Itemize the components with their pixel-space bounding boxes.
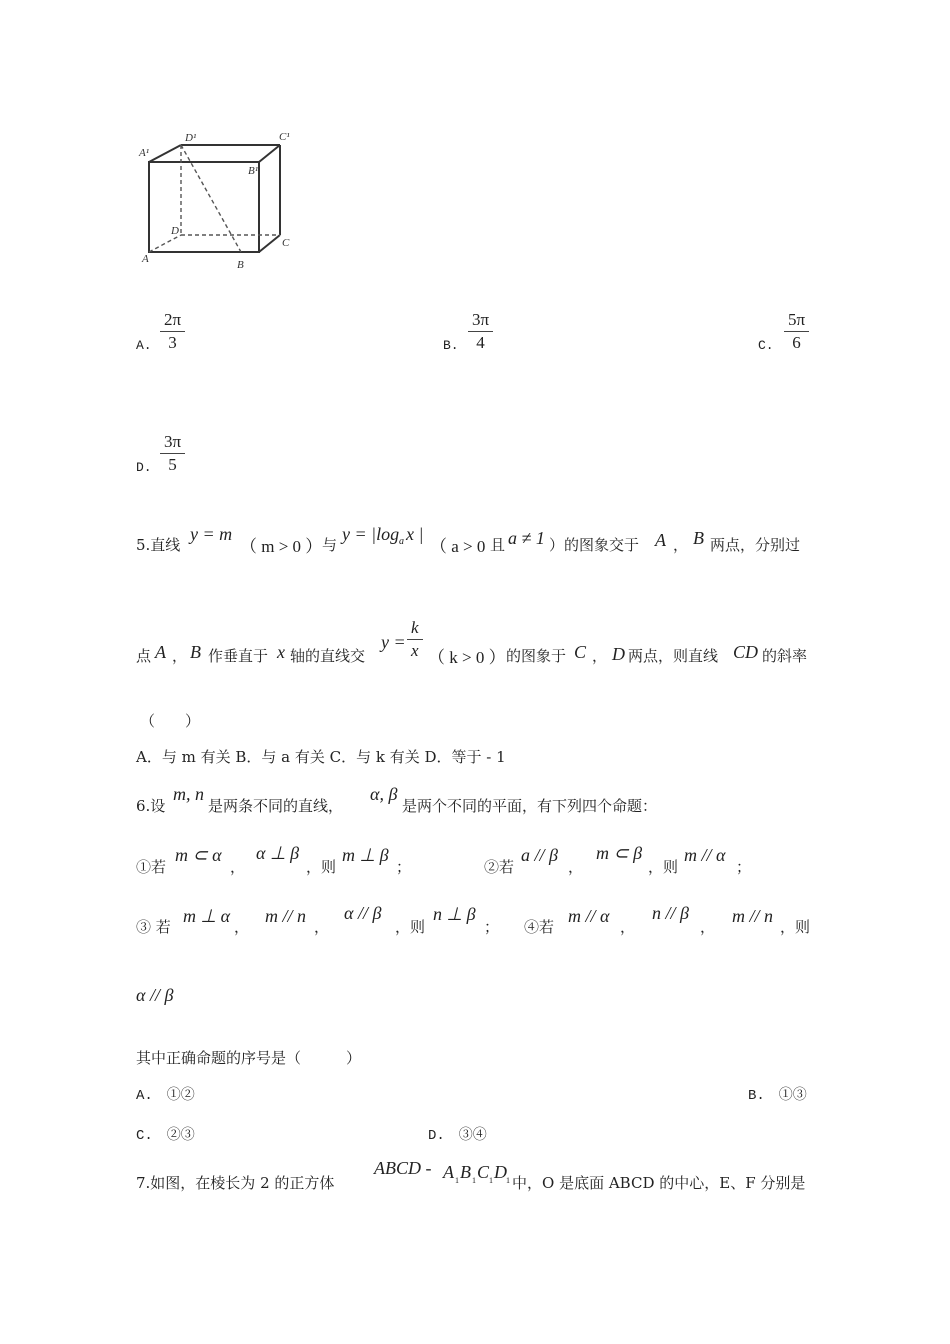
q5-cond-a-open: （ a > 0 bbox=[430, 537, 486, 556]
q5-with: 与 bbox=[322, 536, 338, 554]
q7-cube-b1: B bbox=[460, 1162, 471, 1182]
label-D1: D¹ bbox=[185, 132, 197, 144]
q6-p1-b: α ⊥ β bbox=[256, 843, 300, 863]
q5-line2-b: B bbox=[190, 642, 201, 662]
option-c-num: 5π bbox=[788, 310, 806, 329]
option-b-den: 4 bbox=[476, 333, 485, 352]
q5-log-x: x | bbox=[406, 524, 424, 544]
q6-p4-b: n // β bbox=[652, 903, 689, 923]
q6-p4-d: α // β bbox=[136, 985, 174, 1005]
q5-frac-den: x bbox=[411, 641, 419, 660]
q5-line2-pre: 点 bbox=[136, 647, 152, 665]
q5-cond-a2: a ≠ 1 bbox=[508, 528, 545, 548]
edge-bottom-right bbox=[259, 235, 280, 252]
label-B1: B¹ bbox=[248, 165, 259, 177]
q5-cond-k: （ k > 0 ） bbox=[428, 648, 506, 667]
q5-options[interactable]: A．与 m 有关 B．与 a 有关 C．与 k 有关 D．等于 - 1 bbox=[136, 748, 506, 766]
q5-line2-mid2: 轴的直线交 bbox=[290, 647, 366, 665]
q6-p2-b: m ⊂ β bbox=[596, 843, 643, 863]
option-a-num: 2π bbox=[164, 310, 182, 329]
option-d-label: D. bbox=[136, 460, 152, 475]
q6-p1-sep: ， bbox=[230, 858, 246, 876]
edge-top-right bbox=[259, 145, 280, 162]
q6-p1-c: m ⊥ β bbox=[342, 845, 389, 865]
q6-p4-then: ，则 bbox=[780, 918, 811, 936]
q7-sub-d: 1 bbox=[506, 1176, 510, 1185]
q5-line2-tail3: 的斜率 bbox=[762, 647, 808, 665]
option-d-fraction bbox=[160, 432, 185, 475]
option-c-label: C. bbox=[758, 338, 774, 353]
option-a-label: A. bbox=[136, 338, 152, 353]
q6-mn: m, n bbox=[173, 784, 204, 804]
q7-cube-d1: D bbox=[494, 1162, 507, 1182]
q6-p1-then: ，则 bbox=[306, 858, 337, 876]
q5-frac-lhs: y = bbox=[381, 632, 406, 652]
q6-option-b[interactable]: B. ①③ bbox=[748, 1088, 807, 1104]
q7-cube: ABCD - bbox=[374, 1158, 432, 1178]
q6-tail: 是两个不同的平面，有下列四个命题： bbox=[402, 797, 658, 815]
q6-p3-then: ，则 bbox=[395, 918, 426, 936]
label-A1: A¹ bbox=[139, 147, 150, 159]
q5-point-b: B bbox=[693, 528, 704, 548]
q5-frac-k-x bbox=[407, 618, 423, 661]
q5-frac-num: k bbox=[411, 618, 419, 637]
option-c-fraction bbox=[784, 310, 809, 353]
q5-line2-c: C bbox=[574, 642, 587, 662]
q6-question: 其中正确命题的序号是（ ） bbox=[136, 1049, 362, 1067]
q6-p3-b: m // n bbox=[265, 906, 307, 926]
q6-p4-sep2: ， bbox=[700, 918, 716, 936]
q6-prefix: 6.设 bbox=[136, 797, 166, 815]
q5-tail2: 两点，分别过 bbox=[710, 536, 801, 554]
q6-p4-label: ④若 bbox=[524, 918, 555, 936]
q6-p2-end: ； bbox=[736, 858, 752, 876]
option-c-den: 6 bbox=[792, 333, 801, 352]
q7-cube-c1: C bbox=[477, 1162, 490, 1182]
label-D: D bbox=[171, 225, 179, 237]
q6-p2-c: m // α bbox=[684, 845, 726, 865]
cube-figure bbox=[130, 128, 305, 278]
q6-p3-sep1: ， bbox=[234, 918, 250, 936]
q6-p2-then: ，则 bbox=[648, 858, 679, 876]
q5-log-sub: a bbox=[399, 536, 404, 547]
q6-option-a[interactable]: A. ①② bbox=[136, 1088, 195, 1104]
q6-p2-a: a // β bbox=[521, 845, 558, 865]
option-a-den: 3 bbox=[168, 333, 177, 352]
edge-top-left bbox=[149, 145, 181, 162]
q6-p4-a: m // α bbox=[568, 906, 610, 926]
q5-expr-y-m: y = m bbox=[190, 524, 233, 544]
q5-line2-comma: ， bbox=[172, 647, 188, 665]
q5-comma: ， bbox=[673, 536, 689, 554]
option-b-label: B. bbox=[443, 338, 459, 353]
q6-option-c[interactable]: C. ②③ bbox=[136, 1128, 195, 1144]
q5-line2-x: x bbox=[277, 642, 285, 662]
q6-mid: 是两条不同的直线， bbox=[208, 797, 344, 815]
q6-p4-sep1: ， bbox=[620, 918, 636, 936]
q5-line2-tail: 的图象于 bbox=[506, 647, 567, 665]
label-A: A bbox=[142, 253, 149, 265]
label-C: C bbox=[282, 237, 290, 249]
q5-line2-comma2: ， bbox=[592, 647, 608, 665]
option-b-fraction bbox=[468, 310, 493, 353]
q6-p4-c: m // n bbox=[732, 906, 774, 926]
label-C1: C¹ bbox=[279, 131, 290, 143]
option-b-num: 3π bbox=[472, 310, 490, 329]
q5-prefix: 5.直线 bbox=[136, 536, 181, 554]
q5-line2-a: A bbox=[155, 642, 166, 662]
q7-prefix: 7.如图，在棱长为 2 的正方体 bbox=[136, 1174, 335, 1192]
q6-p2-label: ②若 bbox=[484, 858, 515, 876]
q5-expr-log: y = |log bbox=[342, 524, 400, 544]
q6-p1-a: m ⊂ α bbox=[175, 845, 222, 865]
q5-cond-m: （ m > 0 ） bbox=[240, 537, 323, 556]
q6-p3-a: m ⊥ α bbox=[183, 906, 231, 926]
q7-sub-a: 1 bbox=[455, 1176, 459, 1185]
q7-tail: 中，O 是底面 ABCD 的中心，E、F 分别是 bbox=[512, 1174, 806, 1192]
q6-p2-sep: ， bbox=[568, 858, 584, 876]
q6-p3-sep2: ， bbox=[314, 918, 330, 936]
q5-point-a: A bbox=[655, 530, 666, 550]
hidden-edge-bottom-left bbox=[149, 235, 181, 252]
q6-p3-c: α // β bbox=[344, 903, 382, 923]
q5-and: 且 bbox=[490, 536, 506, 554]
q7-cube-a1: A bbox=[443, 1162, 454, 1182]
q6-option-d[interactable]: D. ③④ bbox=[428, 1128, 487, 1144]
q5-line2-cd: CD bbox=[733, 642, 759, 662]
option-a-fraction bbox=[160, 310, 185, 353]
q5-paren: （ ） bbox=[140, 712, 201, 730]
option-d-den: 5 bbox=[168, 455, 177, 474]
q7-sub-b: 1 bbox=[472, 1176, 476, 1185]
q6-p3-label: ③ 若 bbox=[136, 918, 171, 936]
option-d-num: 3π bbox=[164, 432, 182, 451]
q5-tail1: ）的图象交于 bbox=[549, 536, 640, 554]
q5-line2-d: D bbox=[612, 644, 625, 664]
q5-line2-mid: 作垂直于 bbox=[208, 647, 269, 665]
q6-p1-end: ； bbox=[396, 858, 412, 876]
q7-sub-c: 1 bbox=[489, 1176, 493, 1185]
q6-p3-end: ； bbox=[484, 918, 500, 936]
q6-p3-d: n ⊥ β bbox=[433, 904, 476, 924]
q6-ab: α, β bbox=[370, 784, 398, 804]
front-face bbox=[149, 162, 259, 252]
label-B: B bbox=[237, 259, 244, 271]
q5-line2-tail2: 两点，则直线 bbox=[628, 647, 719, 665]
q6-p1-label: ①若 bbox=[136, 858, 167, 876]
